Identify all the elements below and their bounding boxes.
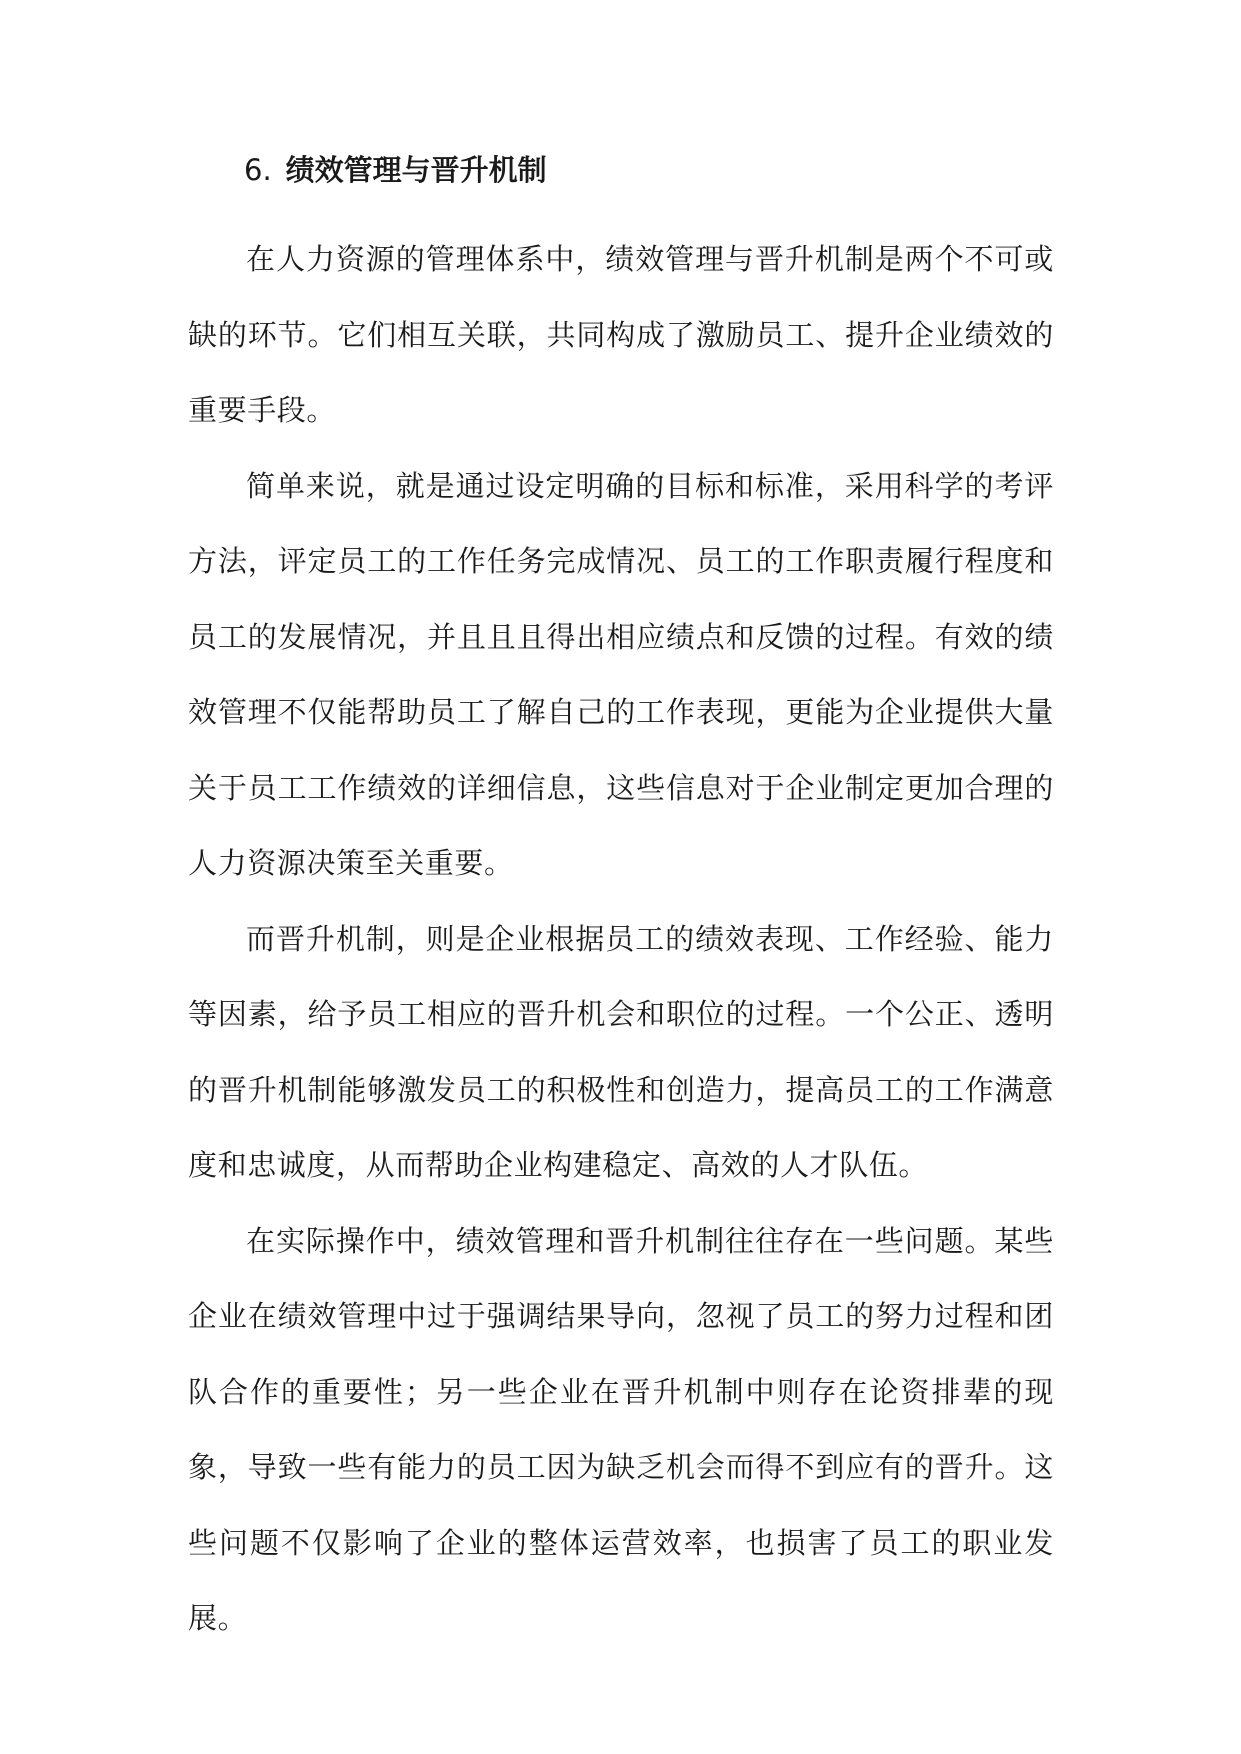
body-text	[188, 222, 1054, 1657]
paragraph: 而晋升机制，则是企业根据员工的绩效表现、工作经验、能力等因素，给予员工相应的晋升机会和职位的过程。一个公正、透明的晋升机制能够激发员工的积极性和创造力，提高员工的工作满意度和忠诚度，从而帮助企业构建稳定、高效的人才队伍。	[188, 921, 1054, 1182]
paragraph: 在实际操作中，绩效管理和晋升机制往往存在一些问题。某些企业在绩效管理中过于强调结果导向，忽视了员工的努力过程和团队合作的重要性；另一些企业在晋升机制中则存在论资排辈的现象，导致一些有能力的员工因为缺乏机会而得不到应有的晋升。这些问题不仅影响了企业的整体运营效率，也损害了员工的职业发展。	[188, 1223, 1054, 1635]
section-heading	[244, 150, 547, 190]
section-number: 6.	[244, 153, 272, 187]
paragraph: 简单来说，就是通过设定明确的目标和标准，采用科学的考评方法，评定员工的工作任务完成情况、员工的工作职责履行程度和员工的发展情况，并且且且得出相应绩点和反馈的过程。有效的绩效管理不仅能帮助员工了解自己的工作表现，更能为企业提供大量关于员工工作绩效的详细信息，这些信息对于企业制定更加合理的人力资源决策至关重要。	[188, 468, 1054, 880]
section-title: 绩效管理与晋升机制	[285, 153, 547, 187]
paragraph: 在人力资源的管理体系中，绩效管理与晋升机制是两个不可或缺的环节。它们相互关联，共同构成了激励员工、提升企业绩效的重要手段。	[188, 242, 1054, 427]
